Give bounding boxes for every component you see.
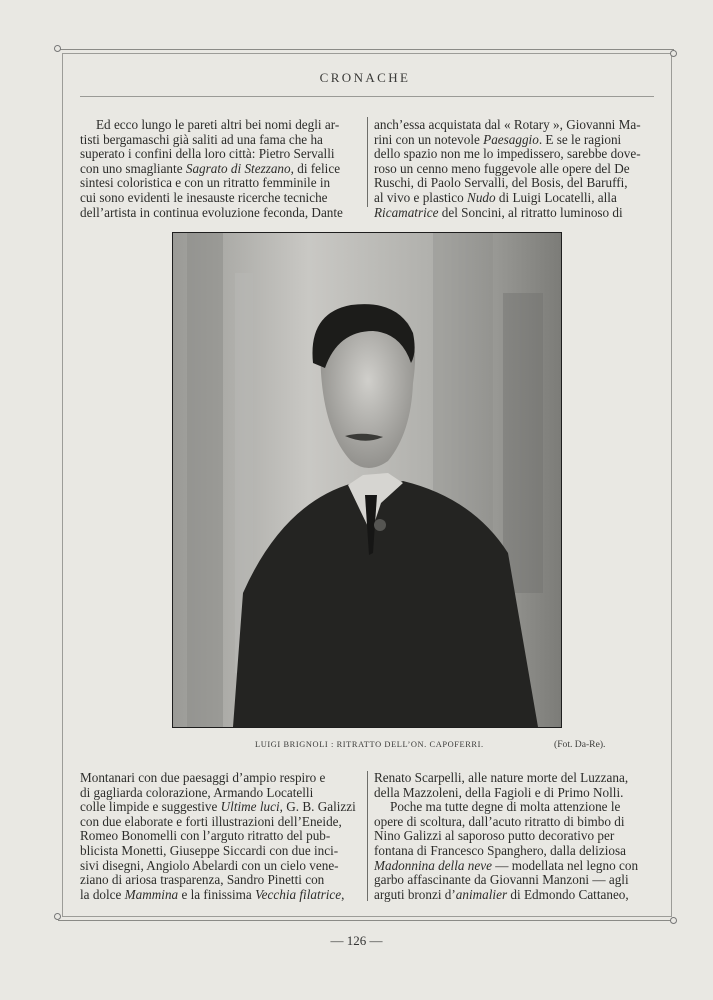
italic-title: Paesaggio — [483, 131, 539, 147]
text-run: — modellata nel legno con — [491, 857, 639, 873]
text-run: roso un cenno meno fuggevole alle opere del De — [374, 160, 630, 176]
portrait-photograph — [172, 232, 562, 728]
text-run: sintesi coloristica e con un ritratto femminile in — [80, 175, 331, 191]
text-run: Renato Scarpelli, alle nature morte del Luzzana, — [374, 770, 629, 785]
figure-caption: LUIGI BRIGNOLI : RITRATTO DELL’ON. CAPOFERRI. — [255, 740, 484, 749]
text-run: arguti bronzi d’ — [374, 886, 456, 902]
text-run: opere di scoltura, dall’acuto ritratto di bimbo di — [374, 813, 625, 829]
text-run: la dolce — [80, 886, 125, 902]
italic-title: Madonnina della neve — [374, 857, 492, 873]
text-run: , di felice — [290, 160, 341, 176]
paragraph — [80, 118, 360, 220]
frame-corner-ornament — [54, 45, 61, 52]
text-run: Poche ma tutte degne di molta attenzione le — [390, 799, 621, 815]
frame-corner-ornament — [670, 50, 677, 57]
portrait-painting-image — [173, 233, 561, 727]
paragraph — [374, 118, 654, 220]
text-run: di Luigi Locatelli, alla — [495, 189, 617, 205]
paragraph — [374, 771, 654, 800]
text-run: con due elaborate e forti illustrazioni dell’Eneide, — [80, 813, 342, 829]
text-run: Montanari con due paesaggi d’ampio respiro e — [80, 770, 326, 785]
text-run: e la finissima — [178, 886, 256, 902]
text-run: Nino Galizzi al saporoso putto decorativo per — [374, 828, 615, 844]
text-run: superato i confini della loro città: Pietro Servalli — [80, 146, 335, 162]
italic-title: Nudo — [467, 189, 496, 205]
text-run: di gagliarda colorazione, Armando Locatelli — [80, 784, 314, 800]
frame-corner-ornament — [54, 913, 61, 920]
text-run: tisti bergamaschi già saliti ad una fama che ha — [80, 131, 323, 147]
frame-corner-ornament — [670, 917, 677, 924]
top-right-column — [374, 118, 654, 220]
text-run: anch’essa acquistata dal « Rotary », Giovanni Ma- — [374, 117, 641, 132]
italic-title: Sagrato di Stezzano — [185, 160, 291, 176]
column-separator — [367, 771, 368, 901]
text-run: . E se le ragioni — [538, 131, 622, 147]
text-run: , — [341, 886, 345, 902]
text-run: Ruschi, di Paolo Servalli, del Bosis, del Baruffi, — [374, 175, 628, 191]
photo-credit: (Fot. Da-Re). — [554, 739, 606, 750]
header-rule — [80, 96, 654, 97]
column-separator — [367, 117, 368, 207]
text-run: al vivo e plastico — [374, 189, 468, 205]
text-run: del Soncini, al ritratto luminoso di — [438, 204, 623, 220]
text-run: ziano di ariosa trasparenza, Sandro Pinetti con — [80, 872, 325, 888]
text-run: dello spazio non me lo impedissero, sarebbe dove- — [374, 146, 641, 162]
running-header: CRONACHE — [319, 70, 411, 85]
italic-title: animalier — [455, 886, 508, 902]
paragraph — [374, 800, 654, 902]
text-run: della Mazzoleni, della Fagioli e di Primo Nolli. — [374, 784, 624, 800]
bottom-right-column — [374, 771, 654, 902]
text-run: con uno smagliante — [80, 160, 186, 176]
text-run: rini con un notevole — [374, 131, 484, 147]
text-run: , G. B. Galizzi — [279, 799, 356, 815]
italic-title: Mammina — [124, 886, 179, 902]
italic-title: Ultime luci — [220, 799, 280, 815]
text-run: blicista Monetti, Giuseppe Siccardi con due inci- — [80, 842, 339, 858]
text-run: Ed ecco lungo le pareti altri bei nomi degli ar- — [96, 117, 340, 132]
text-run: fontana di Francesco Spanghero, dalla deliziosa — [374, 842, 626, 858]
paragraph — [80, 771, 360, 902]
text-run: dell’artista in continua evoluzione feconda, Dante — [80, 204, 343, 220]
text-run: sivi disegni, Angiolo Abelardi con un cielo vene- — [80, 857, 339, 873]
text-run: garbo affascinante da Giovanni Manzoni — agli — [374, 872, 629, 888]
text-run: colle limpide e suggestive — [80, 799, 221, 815]
italic-title: Vecchia filatrice — [255, 886, 342, 902]
top-left-column — [80, 118, 360, 220]
text-run: cui sono evidenti le inesauste ricerche tecniche — [80, 189, 328, 205]
bottom-left-column — [80, 771, 360, 902]
italic-title: Ricamatrice — [374, 204, 439, 220]
text-run: di Edmondo Cattaneo, — [507, 886, 629, 902]
page-number: — 126 — — [330, 933, 383, 948]
text-run: Romeo Bonomelli con l’arguto ritratto del pub- — [80, 828, 331, 844]
